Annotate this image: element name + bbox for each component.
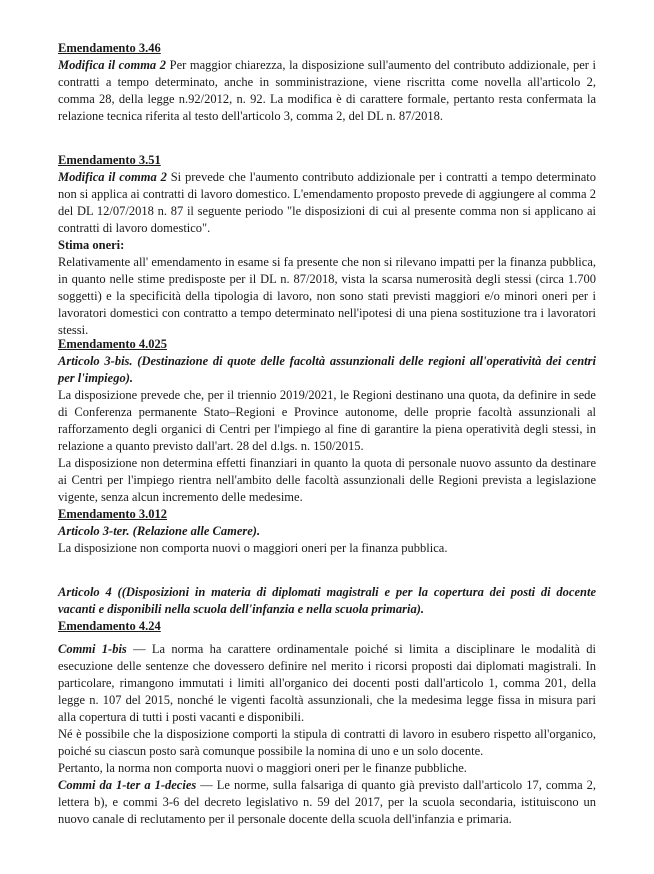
section-label: Modifica il comma 2 (58, 58, 167, 72)
section-paragraph (58, 169, 596, 237)
section-subheading: Stima oneri: (58, 238, 125, 252)
section-heading: Emendamento 3.51 (58, 153, 161, 167)
section-paragraph: La disposizione prevede che, per il triennio 2019/2021, le Regioni destinano una quota, da definire in sede di Conferenza permanente Stato–Regioni e Province autonome, delle proprie facoltà assunzionali al rafforzamento degli organici di Centri per l'impiego al fine di garantire la piena operatività degli stessi, in relazione a quanto previsto dall'art. 28 del d.lgs. n. 150/2015. (58, 388, 596, 453)
section-heading: Emendamento 4.24 (58, 619, 161, 633)
section-paragraph-4 (58, 777, 596, 828)
section-text-4: — Le norme, sulla falsariga di quanto già previsto dall'articolo 17, comma 2, lettera b), e commi 3-6 del decreto legislativo n. 59 del 2017, per la scuola secondaria, istituiscono un nuovo canale di reclutamento per il personale docente della scuola dell'infanzia e primaria. (58, 778, 597, 826)
section-heading: Emendamento 4.025 (58, 337, 168, 351)
section-label-2: Commi da 1-ter a 1-decies (58, 778, 197, 792)
section-label: Commi 1-bis (58, 642, 127, 656)
article-title: Articolo 4 ((Disposizioni in materia di diplomati magistrali e per la copertura dei posti di docente vacanti e disponibili nella scuola dell'infanzia e nella scuola primaria). (58, 585, 596, 616)
section-emendamento-3-51 (58, 152, 596, 339)
section-paragraph-3: Pertanto, la norma non comporta nuovi o maggiori oneri per le finanze pubbliche. (58, 761, 467, 775)
section-paragraph: La disposizione non comporta nuovi o maggiori oneri per la finanza pubblica. (58, 541, 448, 555)
section-text: Si prevede che l'aumento contributo addizionale per i contratti a tempo determinato non si applica ai contratti di lavoro domestico. L'emendamento proposto prevede di aggiungere al comma 2 del DL 12/07/2018 n. 87 il seguente periodo "le disposizioni di cui al presente comma non si applicano ai contratti di lavoro domestico". (58, 170, 596, 235)
section-paragraph-2: Né è possibile che la disposizione comporti la stipula di contratti di lavoro in esubero rispetto all'organico, poiché su ciascun posto sarà comunque possibile la nomina di uno e un solo docente. (58, 727, 596, 758)
section-paragraph-2: La disposizione non determina effetti finanziari in quanto la quota di personale nuovo assunto da destinare ai Centri per l'impiego rientra nell'ambito delle facoltà assunzionali delle Regioni prevista a legislazione vigente, senza alcun incremento delle medesime. (58, 456, 596, 504)
section-paragraph-2: Relativamente all' emendamento in esame si fa presente che non si rilevano impatti per la finanza pubblica, in quanto nelle stime predisposte per il DL n. 87/2018, vista la scarsa numerosità degli stessi (circa 1.700 soggetti) e la specificità della tipologia di lavoro, non sono stati previsti maggiori e/o minori oneri per i lavoratori domestici con contratto a tempo determinato nell'ipotesi di una piena sostituzione tra i lavoratori stessi. (58, 255, 596, 337)
section-emendamento-4-025 (58, 336, 596, 506)
section-emendamento-3-012 (58, 506, 596, 557)
section-subtitle: Articolo 3-bis. (Destinazione di quote delle facoltà assunzionali delle regioni all'operatività dei centri per l'impiego). (58, 354, 596, 385)
section-heading: Emendamento 3.46 (58, 41, 161, 55)
section-subtitle: Articolo 3-ter. (Relazione alle Camere). (58, 524, 261, 538)
section-text: Per maggior chiarezza, la disposizione sull'aumento del contributo addizionale, per i contratti a tempo determinato, anche in somministrazione, viene riscritta come novella all'articolo 2, comma 28, della legge n.92/2012, n. 92. La modifica è di carattere formale, pertanto resta confermata la relazione tecnica riferita al testo dell'articolo 3, comma 2, del DL n. 87/2018. (58, 58, 596, 123)
section-articolo-4 (58, 584, 596, 828)
section-heading: Emendamento 3.012 (58, 507, 168, 521)
section-label: Modifica il comma 2 (58, 170, 167, 184)
section-text: — La norma ha carattere ordinamentale poiché si limita a disciplinare le modalità di esecuzione delle sentenze che dovessero definire nel merito i ricorsi proposti dai diplomati magistrali. In particolare, rimangono immutati i limiti all'organico dei docenti posti dall'articolo 1, comma 201, della legge n. 107 del 2015, nonché le vigenti facoltà assunzionali, che la medesima legge fissa in misura pari alla copertura di tutti i posti vacanti e disponibili. (58, 642, 596, 724)
section-paragraph (58, 57, 596, 125)
section-emendamento-3-46 (58, 40, 596, 125)
section-paragraph (58, 641, 596, 726)
